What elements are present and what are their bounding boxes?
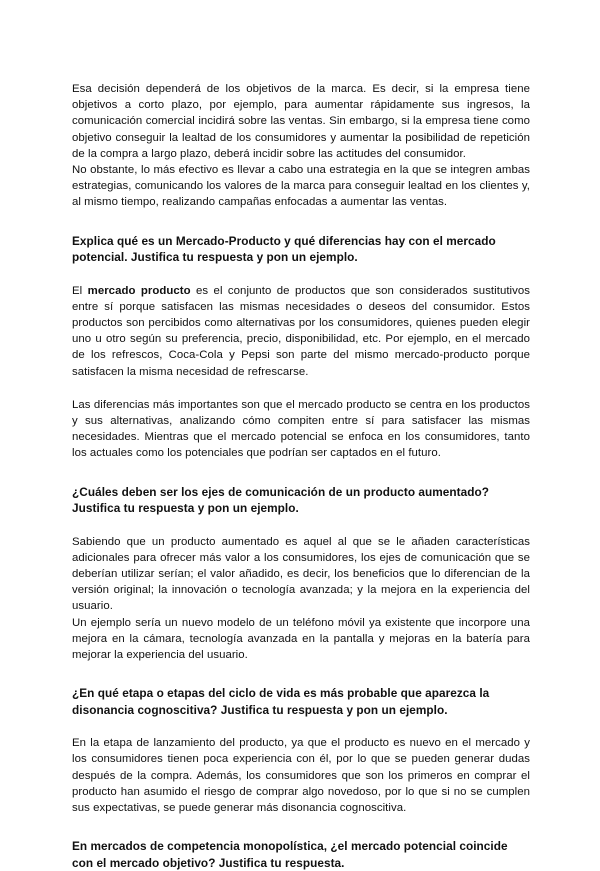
question-3-heading: ¿En qué etapa o etapas del ciclo de vida es más probable que aparezca la disonancia cognoscitiva? Justifica tu respuesta y pon un ejemplo. [72, 686, 490, 717]
question-1-answer-paragraph-1 [72, 283, 530, 380]
question-1-answer-paragraph-2: Las diferencias más importantes son que el mercado producto se centra en los productos y sus alternativas, analizando cómo compiten entre sí para satisfacer las mismas necesidades. Mientras que el mercado potencial se enfoca en los consumidores, tanto los actuales como los potenciales que podrían ser captados en el futuro. [72, 398, 530, 460]
answer-rest: es el conjunto de productos que son considerados sustitutivos entre sí porque satisfacen las mismas necesidades o deseos del consumidor. Estos productos son percibidos como alternativas por los consumidores, quienes pueden elegir uno u otro según su preferencia, precio, disponibilidad, etc. Por ejemplo, en el mercado de los refrescos, Coca-Cola y Pepsi son parte del mismo mercado-producto porque satisfacen la misma necesidad de refrescarse. [72, 284, 531, 378]
question-4-heading: En mercados de competencia monopolística, ¿el mercado potencial coincide con el mercado objetivo? Justifica tu respuesta. [72, 839, 508, 870]
question-2-answer-paragraph-2: Un ejemplo sería un nuevo modelo de un teléfono móvil ya existente que incorpore una mejora en la cámara, tecnología avanzada en la pantalla y mejoras en la batería para mejorar la experiencia del usuario. [72, 616, 530, 662]
question-2-answer-paragraph-1: Sabiendo que un producto aumentado es aquel al que se le añaden características adicionales para ofrecer más valor a los consumidores, los ejes de comunicación que se deberían utilizar serían; el valor añadido, es decir, los beneficios que lo diferencian de la versión original; la innovación o tecnología avanzada; y la mejora en la experiencia del usuario. [72, 535, 530, 613]
question-2-heading: ¿Cuáles deben ser los ejes de comunicación de un producto aumentado? Justifica tu respuesta y pon un ejemplo. [72, 484, 490, 516]
question-3-answer-paragraph-1: En la etapa de lanzamiento del producto, ya que el producto es nuevo en el mercado y los consumidores tienen poca experiencia con él, por lo que se pueden generar dudas después de la compra. Además, los consumidores que son los primeros en comprar el producto han asumido el riesgo de comprar algo novedoso, por lo que si no se cumplen sus expectativas, se puede generar más disonancia cognoscitiva. [72, 737, 530, 815]
question-1-heading: Explica qué es un Mercado-Producto y qué diferencias hay con el mercado potencial. Justifica tu respuesta y pon un ejemplo. [72, 233, 496, 265]
intro-paragraph-1: Esa decisión dependerá de los objetivos de la marca. Es decir, si la empresa tiene objetivos a corto plazo, por ejemplo, para aumentar rápidamente sus ingresos, la comunicación comercial incidirá sobre las ventas. Sin embargo, si la empresa tiene como objetivo conseguir la lealtad de los consumidores y aumentar la posibilidad de repetición de la compra a largo plazo, deberá incidir sobre las actitudes del consumidor. [72, 83, 530, 160]
intro-paragraph-2: No obstante, lo más efectivo es llevar a cabo una estrategia en la que se integren ambas estrategias, comunicando los valores de la marca para conseguir lealtad en los clientes y, al mismo tiempo, realizando campañas enfocadas a aumentar las ventas. [72, 164, 530, 209]
answer-lead: El [72, 284, 88, 297]
key-term-mercado-producto: mercado producto [87, 284, 191, 297]
